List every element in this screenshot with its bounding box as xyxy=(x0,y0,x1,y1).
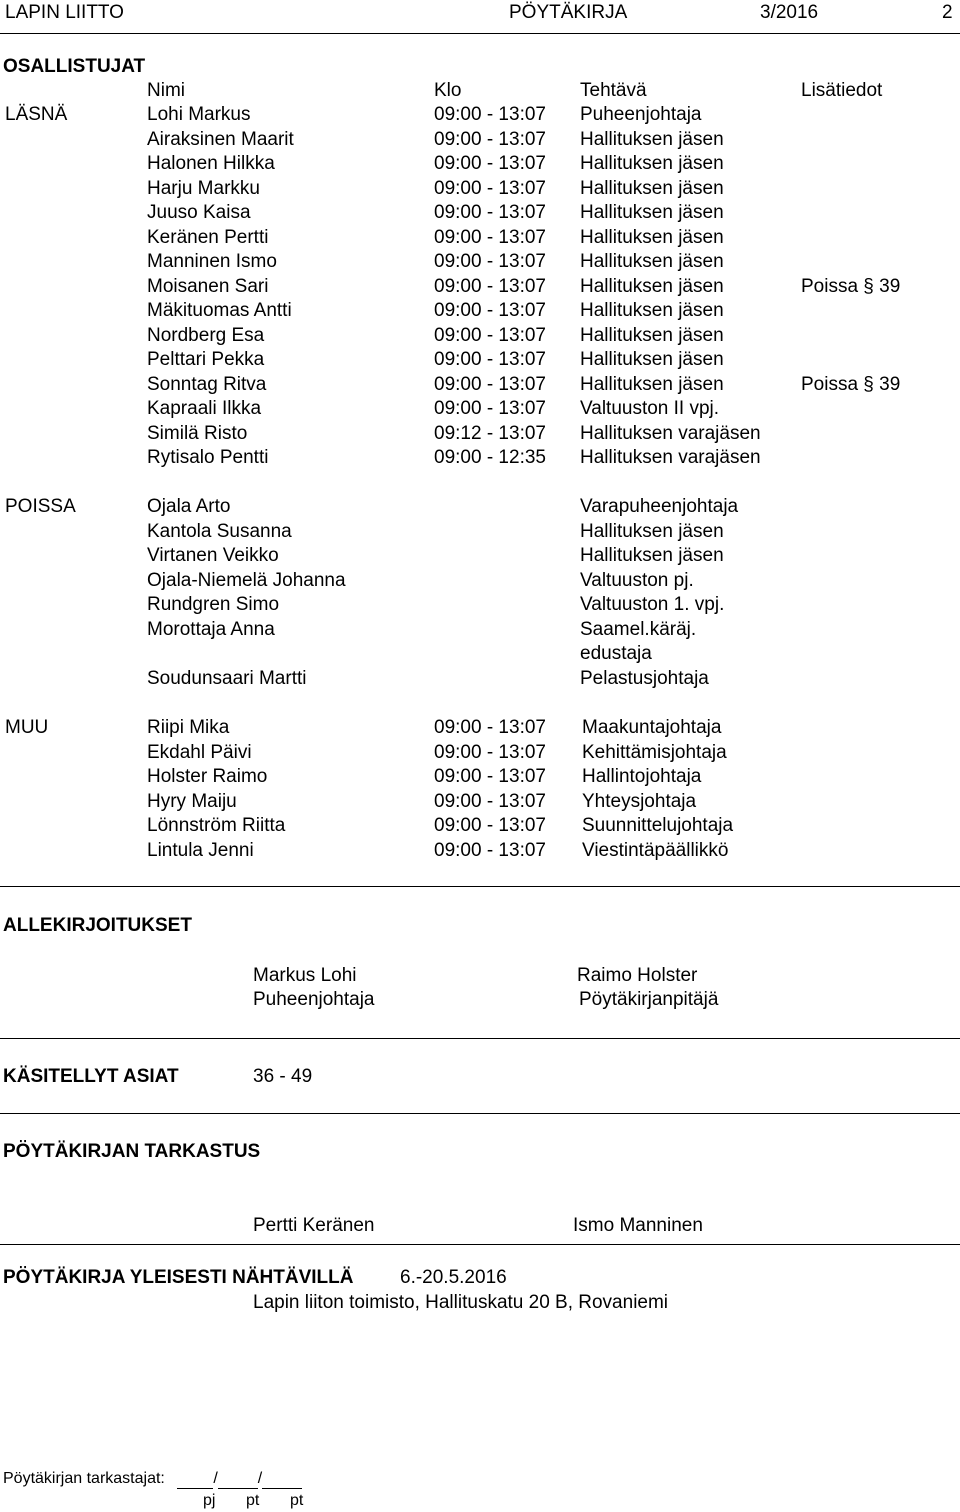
participant-role: Hallituksen jäsen xyxy=(580,349,724,370)
matters-title: KÄSITELLYT ASIAT xyxy=(3,1066,179,1087)
participant-time: 09:00 - 13:07 xyxy=(434,104,546,125)
participant-role: Puheenjohtaja xyxy=(580,104,702,125)
participant-time: 09:00 - 13:07 xyxy=(434,790,546,812)
review-left-name: Pertti Keränen xyxy=(253,1215,375,1236)
participant-role: Maakuntajohtaja xyxy=(582,717,722,738)
participant-role: edustaja xyxy=(580,643,652,664)
present-label: LÄSNÄ xyxy=(5,104,68,125)
participant-role: Hallituksen jäsen xyxy=(580,324,724,346)
participants-title: OSALLISTUJAT xyxy=(3,56,146,77)
participant-name: Lohi Markus xyxy=(147,104,251,125)
participant-name: Kapraali Ilkka xyxy=(147,398,262,419)
participant-name: Rundgren Simo xyxy=(147,594,280,615)
participant-role: Suunnittelujohtaja xyxy=(582,815,734,836)
footer-initial: pt xyxy=(290,1492,304,1509)
participant-name: Manninen Ismo xyxy=(147,251,277,272)
participant-role: Hallintojohtaja xyxy=(582,766,702,787)
participant-name: Ojala Arto xyxy=(147,496,231,517)
participant-time: 09:00 - 13:07 xyxy=(434,349,546,370)
participant-name: Nordberg Esa xyxy=(147,324,265,346)
participant-role: Hallituksen jäsen xyxy=(580,520,724,542)
column-header-info: Lisätiedot xyxy=(801,80,883,101)
public-location: Lapin liiton toimisto, Hallituskatu 20 B, Rovaniemi xyxy=(253,1292,669,1313)
participant-role: Hallituksen jäsen xyxy=(580,373,724,395)
footer-initial-line xyxy=(177,1474,213,1489)
signatures-title: ALLEKIRJOITUKSET xyxy=(3,915,192,936)
participant-role: Hallituksen jäsen xyxy=(580,153,724,174)
participant-time: 09:00 - 13:07 xyxy=(434,226,546,248)
participant-time: 09:00 - 13:07 xyxy=(434,153,546,174)
participant-time: 09:00 - 12:35 xyxy=(434,447,546,468)
participant-name: Riipi Mika xyxy=(147,717,230,738)
participant-name: Virtanen Veikko xyxy=(147,545,279,566)
participant-info: Poissa § 39 xyxy=(801,373,901,395)
participant-time: 09:00 - 13:07 xyxy=(434,275,546,297)
participant-role: Viestintäpäällikkö xyxy=(582,839,729,861)
participant-time: 09:00 - 13:07 xyxy=(434,766,546,787)
participant-name: Holster Raimo xyxy=(147,766,268,787)
header-page-number: 2 xyxy=(942,2,953,23)
participant-role: Hallituksen varajäsen xyxy=(580,447,761,468)
participant-name: Lintula Jenni xyxy=(147,839,254,861)
review-divider xyxy=(0,1244,960,1245)
header-divider xyxy=(0,33,960,34)
matters-value: 36 - 49 xyxy=(253,1066,313,1087)
participant-role: Kehittämisjohtaja xyxy=(582,741,727,763)
matters-divider xyxy=(0,1113,960,1114)
participant-time: 09:12 - 13:07 xyxy=(434,422,546,444)
signature-right-name: Raimo Holster xyxy=(577,965,698,986)
header-org: LAPIN LIITTO xyxy=(5,2,124,23)
participant-role: Saamel.käräj. xyxy=(580,618,697,640)
public-title: PÖYTÄKIRJA YLEISESTI NÄHTÄVILLÄ xyxy=(3,1267,354,1288)
participant-name: Keränen Pertti xyxy=(147,226,269,248)
participant-name: Halonen Hilkka xyxy=(147,153,275,174)
participant-role: Hallituksen jäsen xyxy=(580,545,724,566)
participant-role: Valtuuston 1. vpj. xyxy=(580,594,725,615)
participant-role: Hallituksen jäsen xyxy=(580,251,724,272)
column-header-name: Nimi xyxy=(147,80,185,101)
participant-time: 09:00 - 13:07 xyxy=(434,373,546,395)
participant-name: Lönnström Riitta xyxy=(147,815,286,836)
signature-right-role: Pöytäkirjanpitäjä xyxy=(579,989,719,1010)
participant-name: Hyry Maiju xyxy=(147,790,237,812)
participant-role: Varapuheenjohtaja xyxy=(580,496,739,517)
participant-role: Hallituksen jäsen xyxy=(580,177,724,199)
participant-name: Morottaja Anna xyxy=(147,618,275,640)
participant-time: 09:00 - 13:07 xyxy=(434,398,546,419)
participant-time: 09:00 - 13:07 xyxy=(434,300,546,321)
participant-time: 09:00 - 13:07 xyxy=(434,177,546,199)
footer-initial-line xyxy=(218,1474,258,1489)
participant-time: 09:00 - 13:07 xyxy=(434,251,546,272)
participants-divider xyxy=(0,886,960,887)
participant-time: 09:00 - 13:07 xyxy=(434,202,546,223)
participant-name: Pelttari Pekka xyxy=(147,349,265,370)
signature-left-name: Markus Lohi xyxy=(253,965,357,986)
participant-role: Pelastusjohtaja xyxy=(580,667,709,689)
participant-role: Hallituksen jäsen xyxy=(580,202,724,223)
public-dates: 6.-20.5.2016 xyxy=(400,1267,507,1288)
participant-time: 09:00 - 13:07 xyxy=(434,741,546,763)
participant-time: 09:00 - 13:07 xyxy=(434,839,546,861)
participant-name: Airaksinen Maarit xyxy=(147,128,294,150)
other-label: MUU xyxy=(5,717,49,738)
participant-name: Moisanen Sari xyxy=(147,275,269,297)
participant-role: Hallituksen jäsen xyxy=(580,275,724,297)
participant-role: Valtuuston II vpj. xyxy=(580,398,720,419)
footer-separator: / xyxy=(257,1470,263,1487)
column-header-time: Klo xyxy=(434,80,462,101)
participant-role: Hallituksen jäsen xyxy=(580,300,724,321)
footer-reviewers xyxy=(3,1469,302,1489)
absent-label: POISSA xyxy=(5,496,76,517)
participant-role: Hallituksen jäsen xyxy=(580,226,724,248)
column-header-role: Tehtävä xyxy=(580,80,647,101)
participant-time: 09:00 - 13:07 xyxy=(434,815,546,836)
participant-time: 09:00 - 13:07 xyxy=(434,128,546,150)
participant-name: Ojala-Niemelä Johanna xyxy=(147,569,346,591)
participant-info: Poissa § 39 xyxy=(801,275,901,297)
review-right-name: Ismo Manninen xyxy=(573,1215,703,1236)
participant-role: Yhteysjohtaja xyxy=(582,790,697,812)
participant-name: Soudunsaari Martti xyxy=(147,667,307,689)
header-doc-number: 3/2016 xyxy=(760,2,819,23)
participant-role: Hallituksen varajäsen xyxy=(580,422,761,444)
footer-initial: pt xyxy=(246,1492,260,1509)
participant-name: Mäkituomas Antti xyxy=(147,300,292,321)
footer-label: Pöytäkirjan tarkastajat: xyxy=(3,1470,165,1487)
review-title: PÖYTÄKIRJAN TARKASTUS xyxy=(3,1141,261,1162)
header-doc-type: PÖYTÄKIRJA xyxy=(509,2,628,23)
participant-name: Similä Risto xyxy=(147,422,248,444)
signatures-divider xyxy=(0,1038,960,1039)
participant-time: 09:00 - 13:07 xyxy=(434,717,546,738)
participant-name: Sonntag Ritva xyxy=(147,373,267,395)
participant-time: 09:00 - 13:07 xyxy=(434,324,546,346)
footer-initial-line xyxy=(262,1474,302,1489)
footer-initial: pj xyxy=(203,1492,216,1509)
signature-left-role: Puheenjohtaja xyxy=(253,989,375,1010)
participant-name: Juuso Kaisa xyxy=(147,202,251,223)
participant-name: Kantola Susanna xyxy=(147,520,292,542)
footer-separator: / xyxy=(213,1470,218,1487)
participant-role: Valtuuston pj. xyxy=(580,569,694,591)
participant-name: Ekdahl Päivi xyxy=(147,741,252,763)
participant-name: Rytisalo Pentti xyxy=(147,447,269,468)
participant-role: Hallituksen jäsen xyxy=(580,128,724,150)
participant-name: Harju Markku xyxy=(147,177,260,199)
